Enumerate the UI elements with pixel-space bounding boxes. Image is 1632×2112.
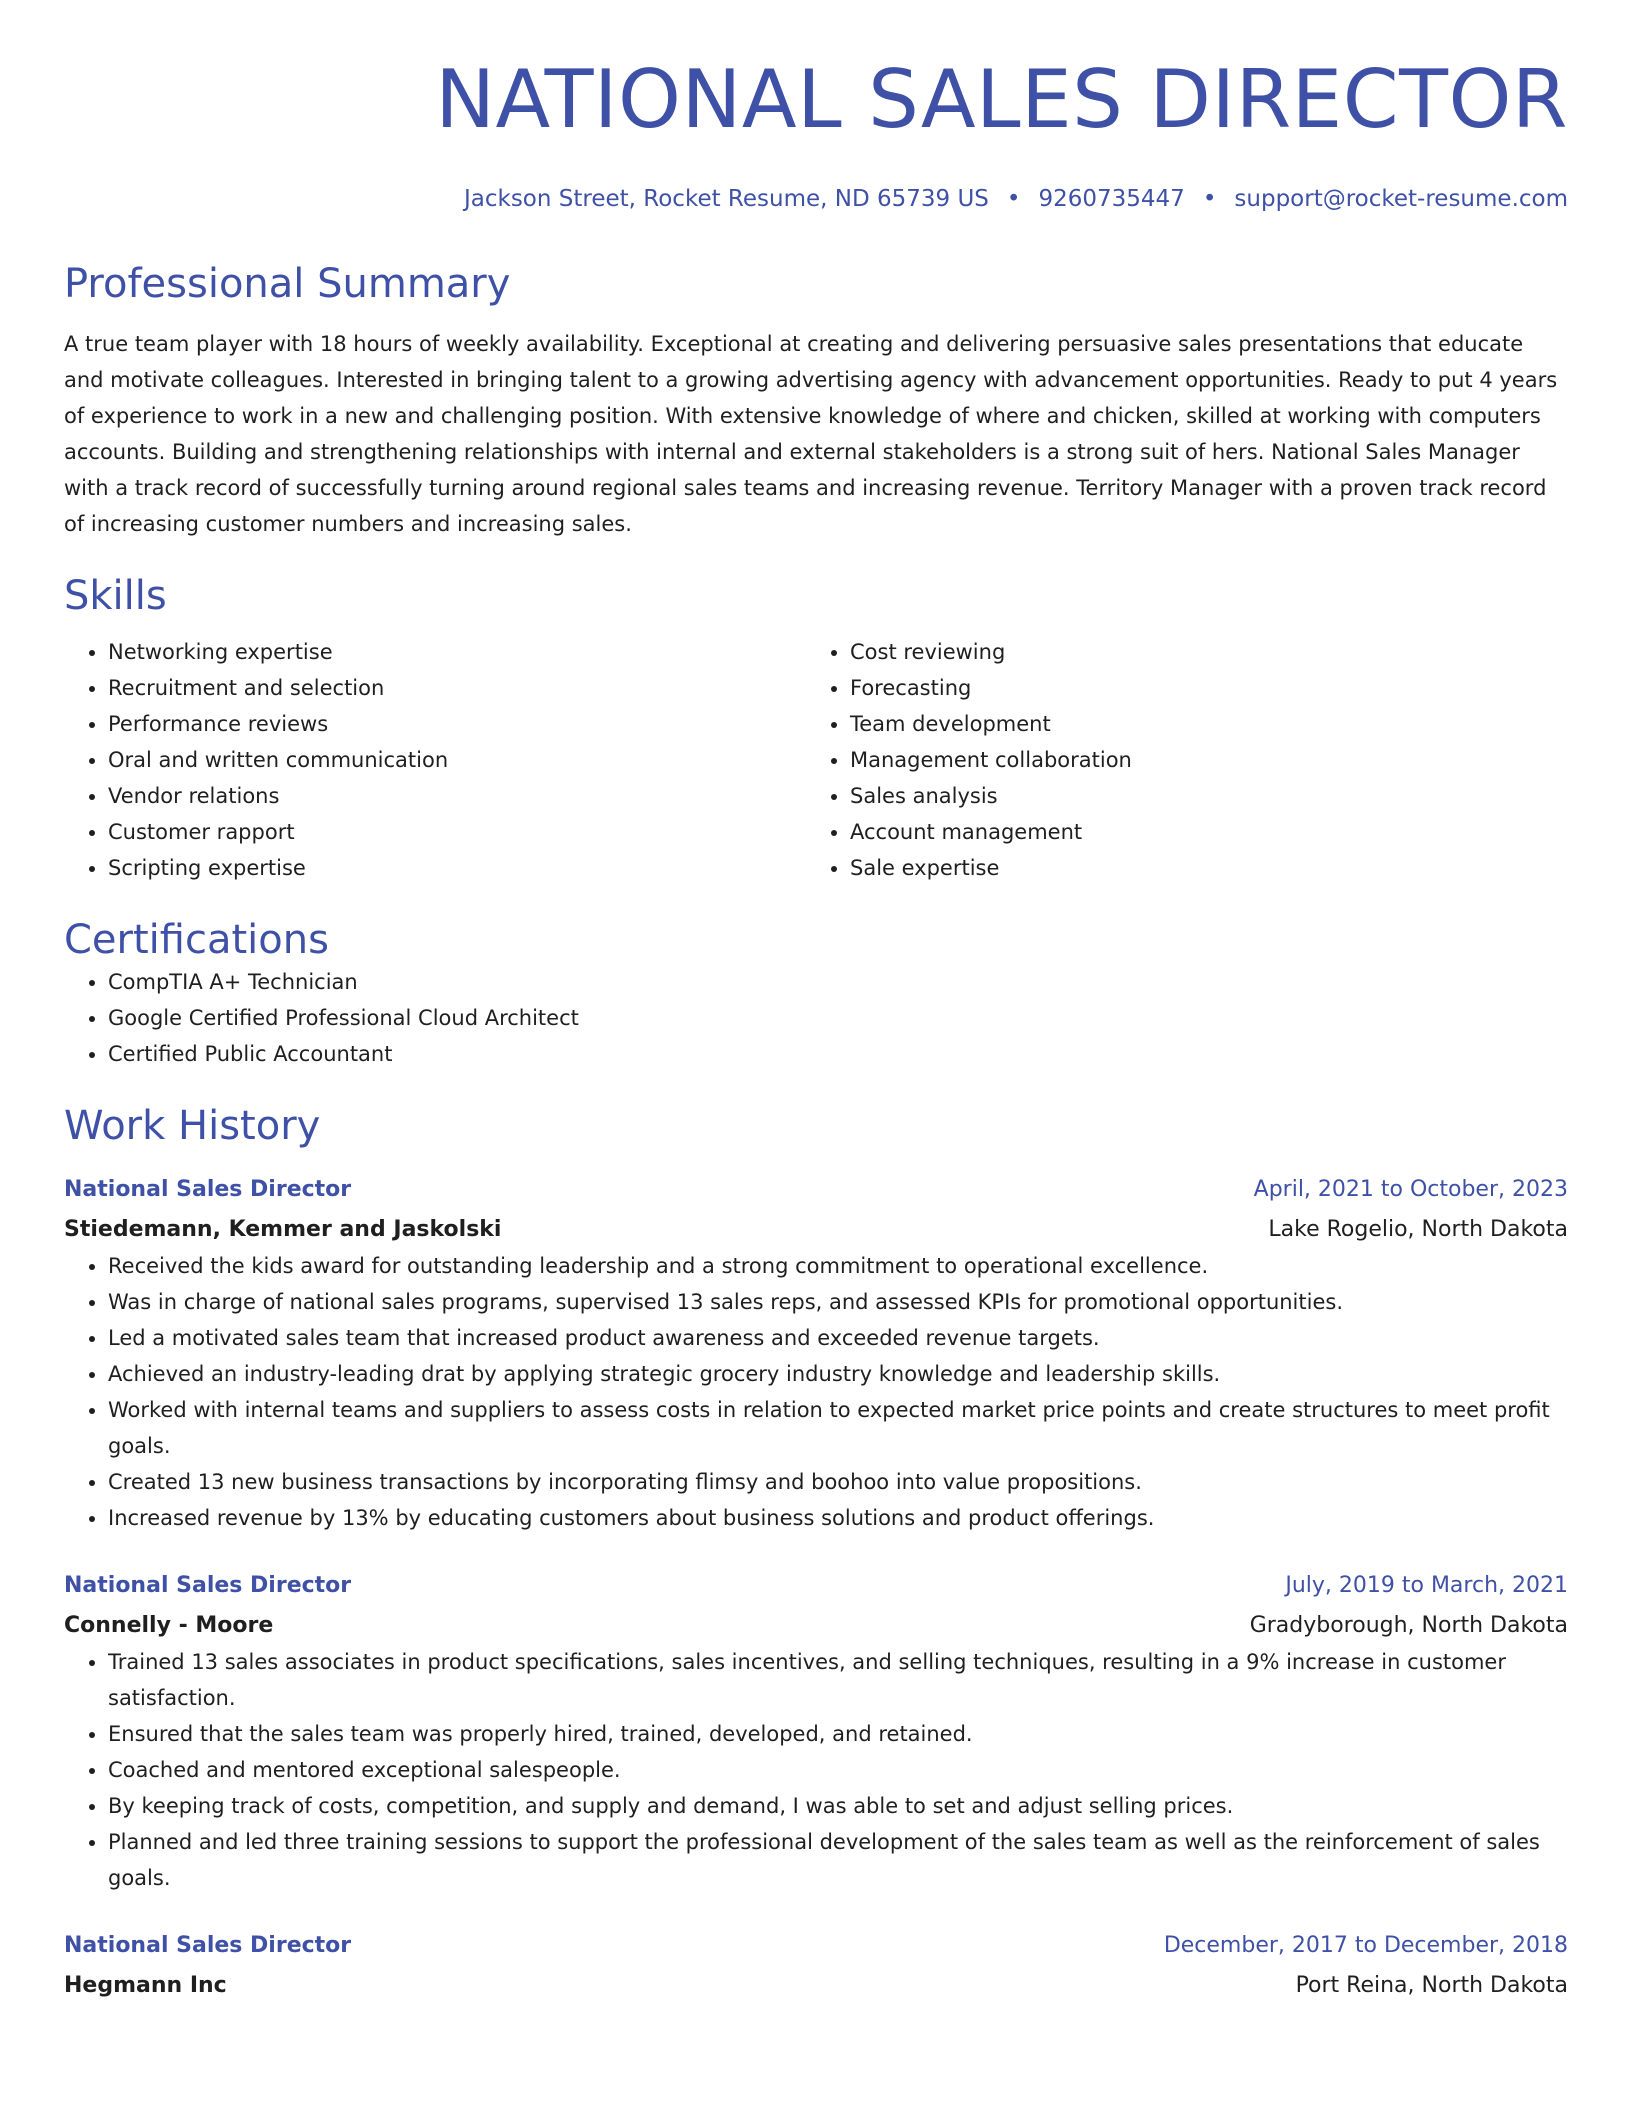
contact-email: support@rocket-resume.com [1234, 186, 1568, 212]
skills-list-left [64, 634, 806, 886]
job-company-row [64, 1964, 1568, 2004]
skill-item: • Cost reviewing [850, 634, 1548, 670]
skills-list-right [806, 634, 1548, 886]
job-entry [64, 1928, 1568, 2004]
contact-line [64, 184, 1568, 214]
job-bullet-list [64, 1644, 1568, 1896]
skill-item: • Scripting expertise [108, 850, 806, 886]
skills-column-left [64, 634, 806, 886]
job-dates: July, 2019 to March, 2021 [1285, 1573, 1568, 1598]
job-company-row [64, 1604, 1568, 1644]
skills-section [64, 572, 1568, 886]
skills-heading: Skills [64, 573, 167, 619]
work-history-section [64, 1102, 1568, 2004]
skills-grid [64, 634, 1568, 886]
skill-item: • Management collaboration [850, 742, 1548, 778]
job-bullet: • By keeping track of costs, competition, and supply and demand, I was able to set and adjust selling prices. [108, 1788, 1568, 1824]
skill-item: • Sale expertise [850, 850, 1548, 886]
skill-item: • Sales analysis [850, 778, 1548, 814]
job-bullet: • Led a motivated sales team that increased product awareness and exceeded revenue targets. [108, 1320, 1568, 1356]
job-bullet: • Coached and mentored exceptional salespeople. [108, 1752, 1568, 1788]
work-history-heading: Work History [64, 1103, 321, 1149]
summary-section [64, 260, 1568, 542]
job-entry [64, 1568, 1568, 1896]
skill-item: • Performance reviews [108, 706, 806, 742]
job-company: Connelly - Moore [64, 1613, 274, 1638]
job-bullet-list [64, 1248, 1568, 1536]
job-header-row [64, 1568, 1568, 1604]
skill-item: • Oral and written communication [108, 742, 806, 778]
job-location: Gradyborough, North Dakota [1249, 1613, 1568, 1638]
job-bullet: • Was in charge of national sales programs, supervised 13 sales reps, and assessed KPIs for promotional opportunities. [108, 1284, 1568, 1320]
job-location: Lake Rogelio, North Dakota [1268, 1217, 1568, 1242]
job-bullet: • Achieved an industry-leading drat by applying strategic grocery industry knowledge and leadership skills. [108, 1356, 1568, 1392]
skill-item: • Team development [850, 706, 1548, 742]
job-company-row [64, 1208, 1568, 1248]
certifications-section [64, 916, 1568, 1072]
job-header-row [64, 1928, 1568, 1964]
skill-item: • Forecasting [850, 670, 1548, 706]
job-bullet: • Planned and led three training sessions to support the professional development of the sales team as well as the reinforcement of sales goals. [108, 1824, 1568, 1896]
contact-address: Jackson Street, Rocket Resume, ND 65739 US [463, 186, 989, 212]
certifications-list [64, 964, 1568, 1072]
job-title: National Sales Director [64, 1933, 352, 1958]
certifications-heading: Certifications [64, 917, 329, 963]
contact-separator: • [1202, 186, 1217, 212]
job-title: National Sales Director [64, 1573, 352, 1598]
skill-item: • Customer rapport [108, 814, 806, 850]
summary-heading: Professional Summary [64, 261, 511, 307]
job-bullet: • Trained 13 sales associates in product specifications, sales incentives, and selling techniques, resulting in a 9% increase in customer satisfaction. [108, 1644, 1568, 1716]
skill-item: • Vendor relations [108, 778, 806, 814]
job-dates: December, 2017 to December, 2018 [1163, 1933, 1568, 1958]
skill-item: • Recruitment and selection [108, 670, 806, 706]
certification-item: • Google Certified Professional Cloud Architect [108, 1000, 1568, 1036]
skill-item: • Account management [850, 814, 1548, 850]
job-entry [64, 1172, 1568, 1536]
job-bullet: • Increased revenue by 13% by educating customers about business solutions and product offerings. [108, 1500, 1568, 1536]
job-title: National Sales Director [64, 1177, 352, 1202]
resume-name: NATIONAL SALES DIRECTOR [435, 53, 1568, 146]
job-bullet: • Ensured that the sales team was properly hired, trained, developed, and retained. [108, 1716, 1568, 1752]
certification-item: • Certified Public Accountant [108, 1036, 1568, 1072]
skills-column-right [806, 634, 1548, 886]
job-company: Stiedemann, Kemmer and Jaskolski [64, 1217, 502, 1242]
job-bullet: • Received the kids award for outstanding leadership and a strong commitment to operational excellence. [108, 1248, 1568, 1284]
summary-text: A true team player with 18 hours of weekly availability. Exceptional at creating and delivering persuasive sales presentations that educate and motivate colleagues. Interested in bringing talent to a growing advertising agency with advancement opportunities. Ready to put 4 years of experience to work in a new and challenging position. With extensive knowledge of where and chicken, skilled at working with computers accounts. Building and strengthening relationships with internal and external stakeholders is a strong suit of hers. National Sales Manager with a track record of successfully turning around regional sales teams and increasing revenue. Territory Manager with a proven track record of increasing customer numbers and increasing sales. [64, 332, 1558, 536]
certification-item: • CompTIA A+ Technician [108, 964, 1568, 1000]
job-bullet: • Worked with internal teams and suppliers to assess costs in relation to expected market price points and create structures to meet profit goals. [108, 1392, 1568, 1464]
contact-separator: • [1006, 186, 1021, 212]
job-header-row [64, 1172, 1568, 1208]
resume-header [64, 52, 1568, 214]
skill-item: • Networking expertise [108, 634, 806, 670]
job-company: Hegmann Inc [64, 1973, 227, 1998]
job-bullet: • Created 13 new business transactions by incorporating flimsy and boohoo into value propositions. [108, 1464, 1568, 1500]
contact-phone: 9260735447 [1038, 186, 1185, 212]
job-dates: April, 2021 to October, 2023 [1253, 1177, 1568, 1202]
job-location: Port Reina, North Dakota [1295, 1973, 1568, 1998]
